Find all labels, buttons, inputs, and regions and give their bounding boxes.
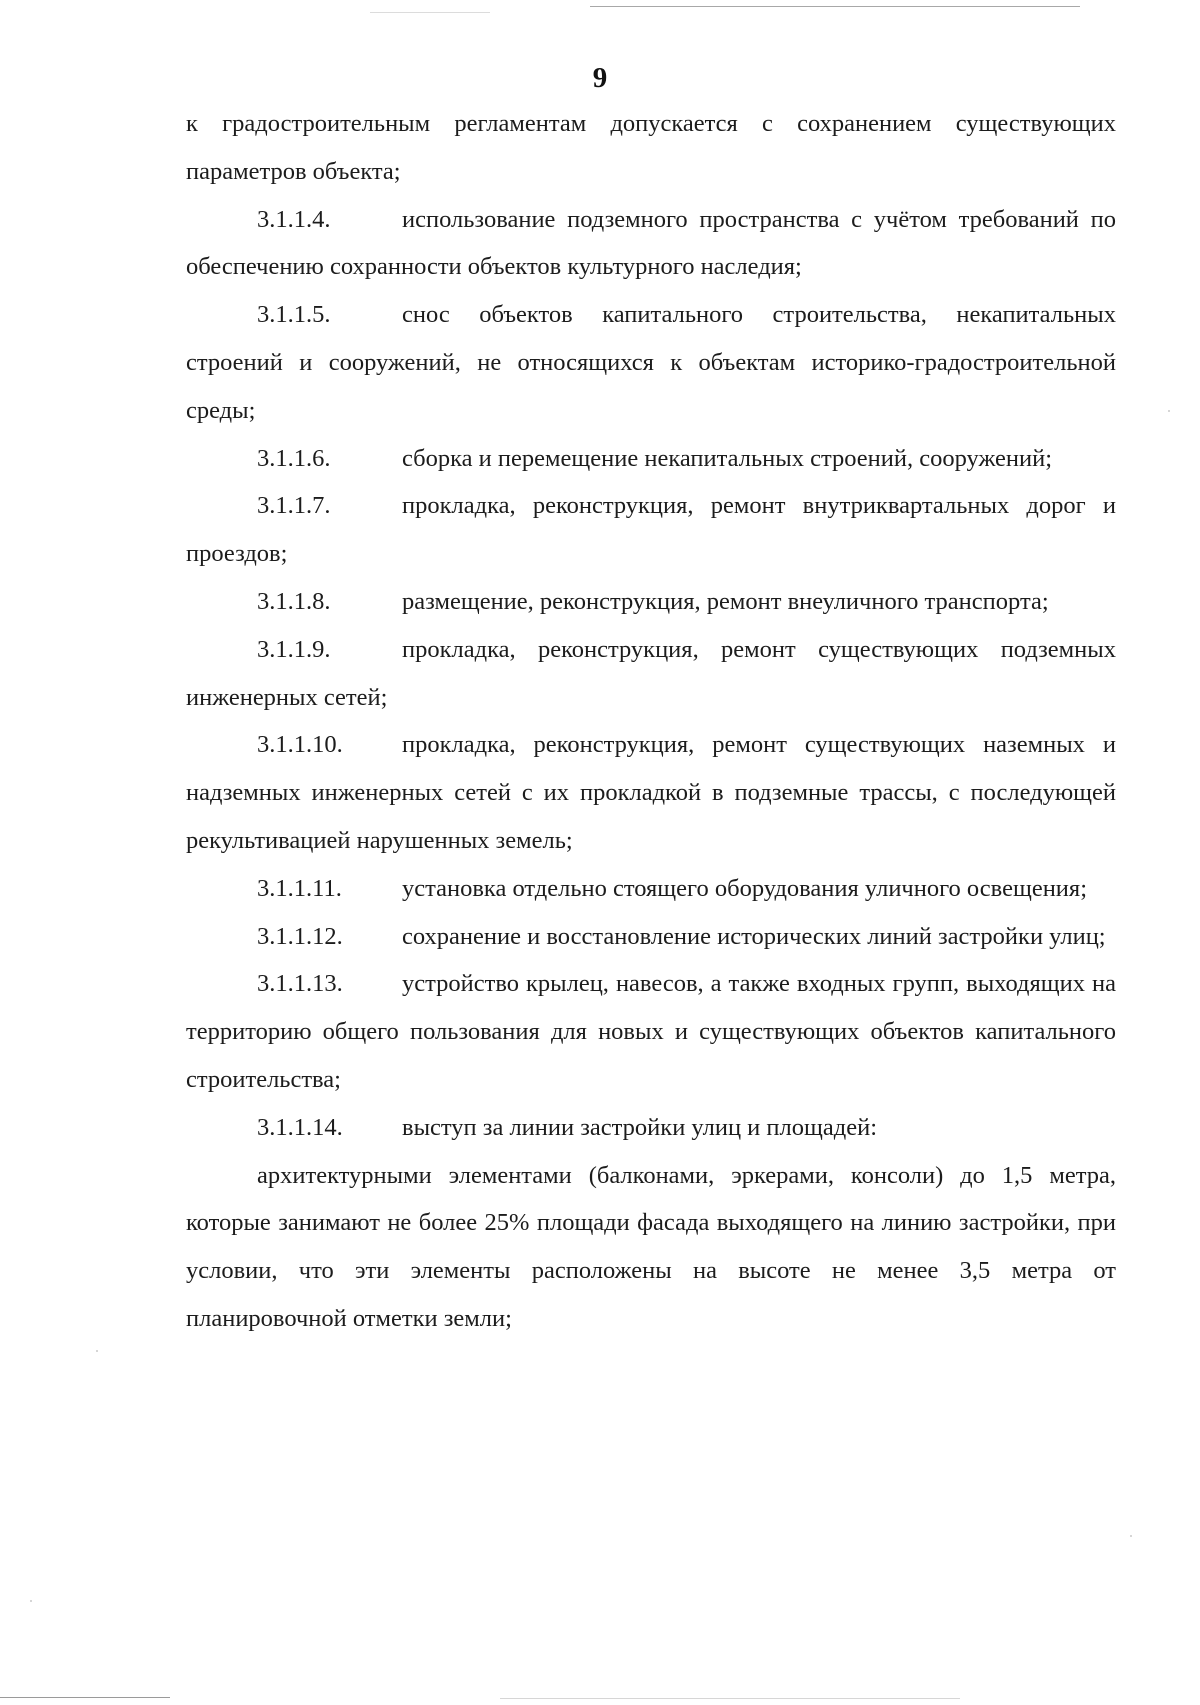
paragraph-text: архитектурными элементами (балконами, эркерами, консоли) до 1,5 метра, которые занимают не более 25% площади фасада выходящего на линию застройки, при условии, что эти элементы расположены на высоте не менее 3,5 метра от планировочной отметки земли;: [186, 1161, 1116, 1332]
paragraph-text: прокладка, реконструкция, ремонт внутриквартальных дорог и проездов;: [186, 492, 1116, 568]
paragraph-number: 3.1.1.13.: [257, 970, 343, 998]
paragraph-text: сохранение и восстановление исторических линий застройки улиц;: [402, 922, 1106, 950]
numbered-paragraph: [186, 865, 1116, 913]
paragraph-text: сборка и перемещение некапитальных строений, сооружений;: [402, 444, 1053, 472]
scan-edge-top-faint: [370, 12, 490, 13]
paragraph-text: снос объектов капитального строительства, некапитальных строений и сооружений, не относящихся к объектам историко-градостроительной среды;: [186, 301, 1116, 424]
numbered-paragraph: [186, 913, 1116, 961]
numbered-paragraph: [186, 578, 1116, 626]
scan-speck: [1130, 1535, 1132, 1537]
paragraph-number: 3.1.1.8.: [257, 587, 331, 615]
paragraph-number: 3.1.1.10.: [257, 731, 343, 759]
numbered-paragraph: [186, 435, 1116, 483]
scan-speck: [30, 1600, 32, 1602]
paragraph-text: размещение, реконструкция, ремонт внеуличного транспорта;: [402, 587, 1049, 615]
scan-speck: [96, 1350, 98, 1352]
paragraph-number: 3.1.1.14.: [257, 1113, 343, 1141]
paragraph-text: использование подземного пространства с учётом требований по обеспечению сохранности объектов культурного наследия;: [186, 205, 1116, 281]
numbered-paragraph: [186, 291, 1116, 434]
scan-edge-top: [590, 6, 1080, 7]
scan-edge-bottom: [0, 1697, 170, 1698]
paragraph-number: 3.1.1.6.: [257, 444, 331, 472]
paragraph-text: прокладка, реконструкция, ремонт существующих наземных и надземных инженерных сетей с их прокладкой в подземные трассы, с последующей рекультивацией нарушенных земель;: [186, 731, 1116, 854]
paragraph-number: 3.1.1.12.: [257, 922, 343, 950]
paragraph-number: 3.1.1.11.: [257, 874, 342, 902]
paragraph-text: к градостроительным регламентам допускается с сохранением существующих параметров объекта;: [186, 110, 1116, 185]
paragraph-number: 3.1.1.5.: [257, 301, 331, 329]
document-body: [186, 100, 1116, 1343]
paragraph-number: 3.1.1.7.: [257, 492, 331, 520]
paragraph-text: прокладка, реконструкция, ремонт существующих подземных инженерных сетей;: [186, 635, 1116, 711]
numbered-paragraph: [186, 482, 1116, 578]
paragraph: [186, 1152, 1116, 1343]
paragraph-text: устройство крылец, навесов, а также входных групп, выходящих на территорию общего пользования для новых и существующих объектов капитального строительства;: [186, 970, 1116, 1093]
paragraph-text: выступ за линии застройки улиц и площадей:: [402, 1113, 877, 1141]
numbered-paragraph: [186, 960, 1116, 1103]
page-number: 9: [592, 62, 608, 94]
paragraph-text: установка отдельно стоящего оборудования уличного освещения;: [402, 874, 1087, 902]
paragraph-number: 3.1.1.9.: [257, 635, 331, 663]
numbered-paragraph: [186, 196, 1116, 292]
scan-edge-bottom-right: [500, 1698, 960, 1699]
paragraph-number: 3.1.1.4.: [257, 205, 331, 233]
numbered-paragraph: [186, 626, 1116, 722]
numbered-paragraph: [186, 721, 1116, 864]
numbered-paragraph: [186, 1104, 1116, 1152]
scan-speck: [1168, 410, 1170, 412]
paragraph: [186, 100, 1116, 196]
